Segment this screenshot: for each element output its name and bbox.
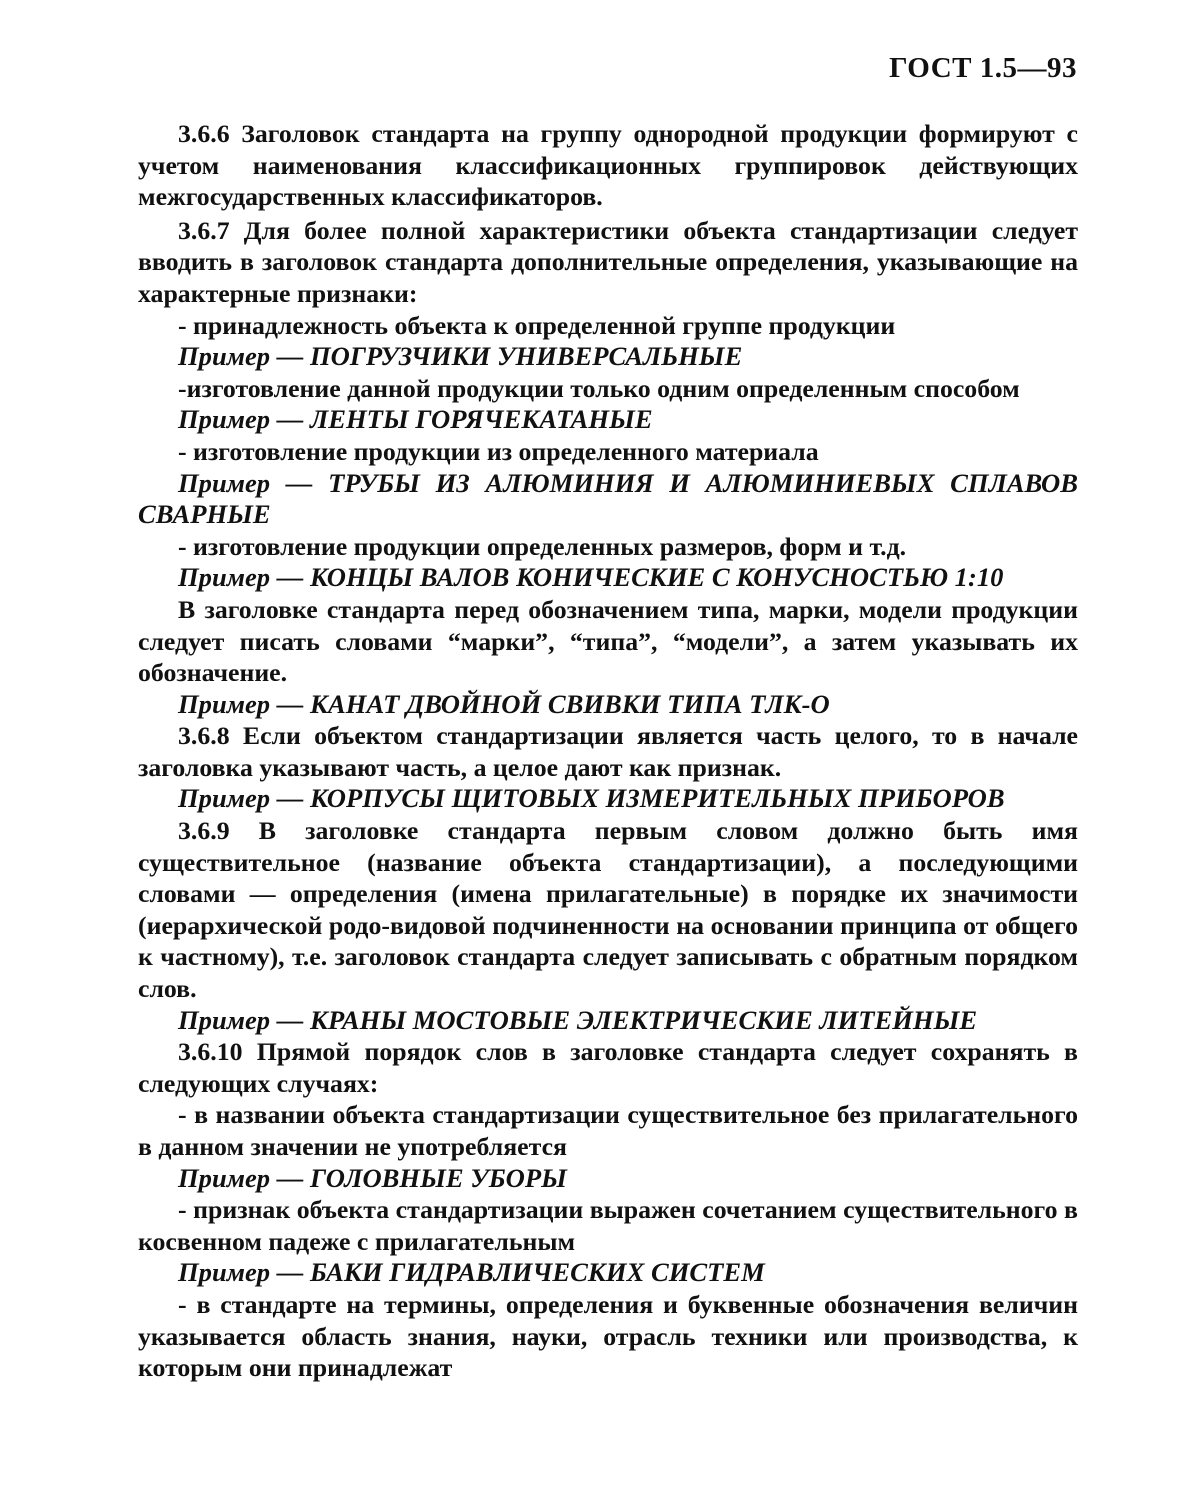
list-item-noun-without-adjective: - в названии объекта стандартизации существительное без прилагательного в данном значении не употребляется [138, 1100, 1078, 1161]
list-item-material: - изготовление продукции из определенного материала [178, 436, 819, 466]
example-shaft-ends: Пример — КОНЦЫ ВАЛОВ КОНИЧЕСКИЕ С КОНУСНОСТЬЮ 1:10 [178, 562, 1004, 593]
example-cases: Пример — КОРПУСЫ ЩИТОВЫХ ИЗМЕРИТЕЛЬНЫХ ПРИБОРОВ [178, 783, 1005, 814]
paragraph-3-6-10: 3.6.10 Прямой порядок слов в заголовке стандарта следует сохранять в следующих случаях: [138, 1037, 1078, 1098]
list-item-terms-standard: - в стандарте на термины, определения и буквенные обозначения величин указывается область знания, науки, отрасль техники или производства, к которым они принадлежат [138, 1289, 1078, 1383]
example-pipes: Пример — ТРУБЫ ИЗ АЛЮМИНИЯ И АЛЮМИНИЕВЫХ СПЛАВОВ СВАРНЫЕ [138, 467, 1078, 530]
paragraph-3-6-7: 3.6.7 Для более полной характеристики объекта стандартизации следует вводить в заголовок стандарта дополнительные определения, указывающие на характерные признаки: [138, 215, 1078, 308]
list-item-sizes: - изготовление продукции определенных размеров, форм и т.д. [178, 531, 907, 561]
example-loaders: Пример — ПОГРУЗЧИКИ УНИВЕРСАЛЬНЫЕ [178, 341, 743, 372]
example-tanks: Пример — БАКИ ГИДРАВЛИЧЕСКИХ СИСТЕМ [178, 1257, 765, 1288]
example-cranes: Пример — КРАНЫ МОСТОВЫЕ ЭЛЕКТРИЧЕСКИЕ ЛИТЕЙНЫЕ [178, 1004, 978, 1035]
example-headwear: Пример — ГОЛОВНЫЕ УБОРЫ [178, 1162, 567, 1193]
document-body [138, 118, 1078, 1384]
example-rope: Пример — КАНАТ ДВОЙНОЙ СВИВКИ ТИПА ТЛК-О [178, 688, 830, 719]
list-item-indirect-case: - признак объекта стандартизации выражен сочетанием существительного в косвенном падеже с прилагательным [138, 1195, 1078, 1256]
list-item-group: - принадлежность объекта к определенной группе продукции [178, 310, 896, 340]
example-tapes: Пример — ЛЕНТЫ ГОРЯЧЕКАТАНЫЕ [178, 404, 653, 435]
list-item-method: -изготовление данной продукции только одним определенным способом [178, 373, 1020, 403]
paragraph-3-6-9: 3.6.9 В заголовке стандарта первым словом должно быть имя существительное (название объекта стандартизации), а последующими словами — определения (имена прилагательные) в порядке их значимости (иерархической родо-видовой подчиненности на основании принципа от общего к частному), т.е. заголовок стандарта следует записывать с обратным порядком слов. [138, 816, 1078, 1004]
paragraph-3-6-8: 3.6.8 Если объектом стандартизации является часть целого, то в начале заголовка указывают часть, а целое дают как признак. [138, 721, 1078, 782]
paragraph-type-mark-model: В заголовке стандарта перед обозначением типа, марки, модели продукции следует писать словами “марки”, “типа”, “модели”, а затем указывать их обозначение. [138, 594, 1078, 688]
paragraph-3-6-6: 3.6.6 Заголовок стандарта на группу однородной продукции формируют с учетом наименования классификационных группировок действующих межгосударственных классификаторов. [138, 119, 1078, 212]
page-header-doc-id: ГОСТ 1.5—93 [889, 52, 1077, 84]
